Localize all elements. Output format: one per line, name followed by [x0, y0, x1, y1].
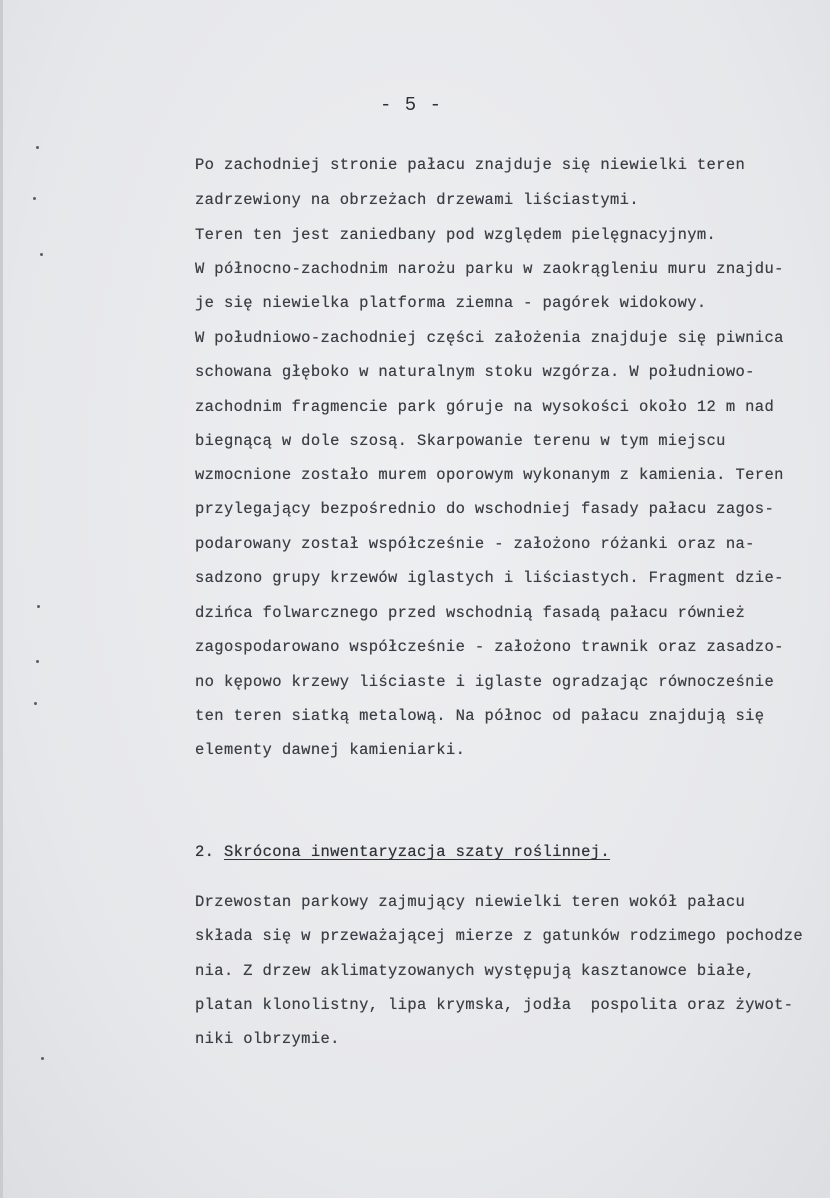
text-line: Teren ten jest zaniedbany pod względem pielęgnacyjnym.: [195, 226, 717, 244]
text-line: je się niewielka platforma ziemna - pagórek widokowy.: [195, 294, 707, 312]
text-line: dzińca folwarcznego przed wschodnią fasadą pałacu również: [195, 604, 746, 622]
scan-speck: [36, 146, 39, 149]
text-line: wzmocnione zostało murem oporowym wykonanym z kamienia. Teren: [195, 466, 784, 484]
section-number: 2.: [195, 843, 215, 861]
text-line: schowana głęboko w naturalnym stoku wzgórza. W południowo-: [195, 363, 755, 381]
section-heading: [195, 843, 610, 861]
text-line: nia. Z drzew aklimatyzowanych występują kasztanowce białe,: [195, 962, 755, 980]
text-line: składa się w przeważającej mierze z gatunków rodzimego pochodze: [195, 927, 804, 945]
scan-speck: [37, 605, 40, 608]
text-line: Drzewostan parkowy zajmujący niewielki teren wokół pałacu: [195, 893, 746, 911]
scan-speck: [33, 197, 36, 200]
text-line: zachodnim fragmencie park góruje na wysokości około 12 m nad: [195, 398, 775, 416]
text-line: zadrzewiony na obrzeżach drzewami liściastymi.: [195, 191, 639, 209]
text-line: biegnącą w dole szosą. Skarpowanie terenu w tym miejscu: [195, 432, 726, 450]
scan-speck: [36, 660, 39, 663]
text-line: zagospodarowano współcześnie - założono trawnik oraz zasadzo-: [195, 638, 784, 656]
scan-speck: [40, 253, 43, 256]
text-line: platan klonolistny, lipa krymska, jodła pospolita oraz żywot-: [195, 996, 794, 1014]
text-line: sadzono grupy krzewów iglastych i liściastych. Fragment dzie-: [195, 569, 784, 587]
section-title: Skrócona inwentaryzacja szaty roślinnej.: [223, 843, 611, 861]
text-line: przylegający bezpośrednio do wschodniej fasady pałacu zagos-: [195, 500, 775, 518]
text-line: Po zachodniej stronie pałacu znajduje się niewielki teren: [195, 156, 746, 174]
page-edge: [0, 0, 3, 1198]
text-line: niki olbrzymie.: [195, 1030, 340, 1048]
page-number: - 5 -: [380, 94, 443, 116]
text-line: ten teren siatką metalową. Na północ od pałacu znajdują się: [195, 707, 765, 725]
scan-speck: [41, 1057, 44, 1060]
text-line: no kępowo krzewy liściaste i iglaste ogradzając równocześnie: [195, 673, 775, 691]
text-line: W południowo-zachodniej części założenia znajduje się piwnica: [195, 329, 784, 347]
text-line: podarowany został współcześnie - założono różanki oraz na-: [195, 535, 755, 553]
text-line: elementy dawnej kamieniarki.: [195, 741, 466, 759]
text-line: W północno-zachodnim narożu parku w zaokrągleniu muru znajdu-: [195, 260, 784, 278]
scan-speck: [34, 702, 37, 705]
